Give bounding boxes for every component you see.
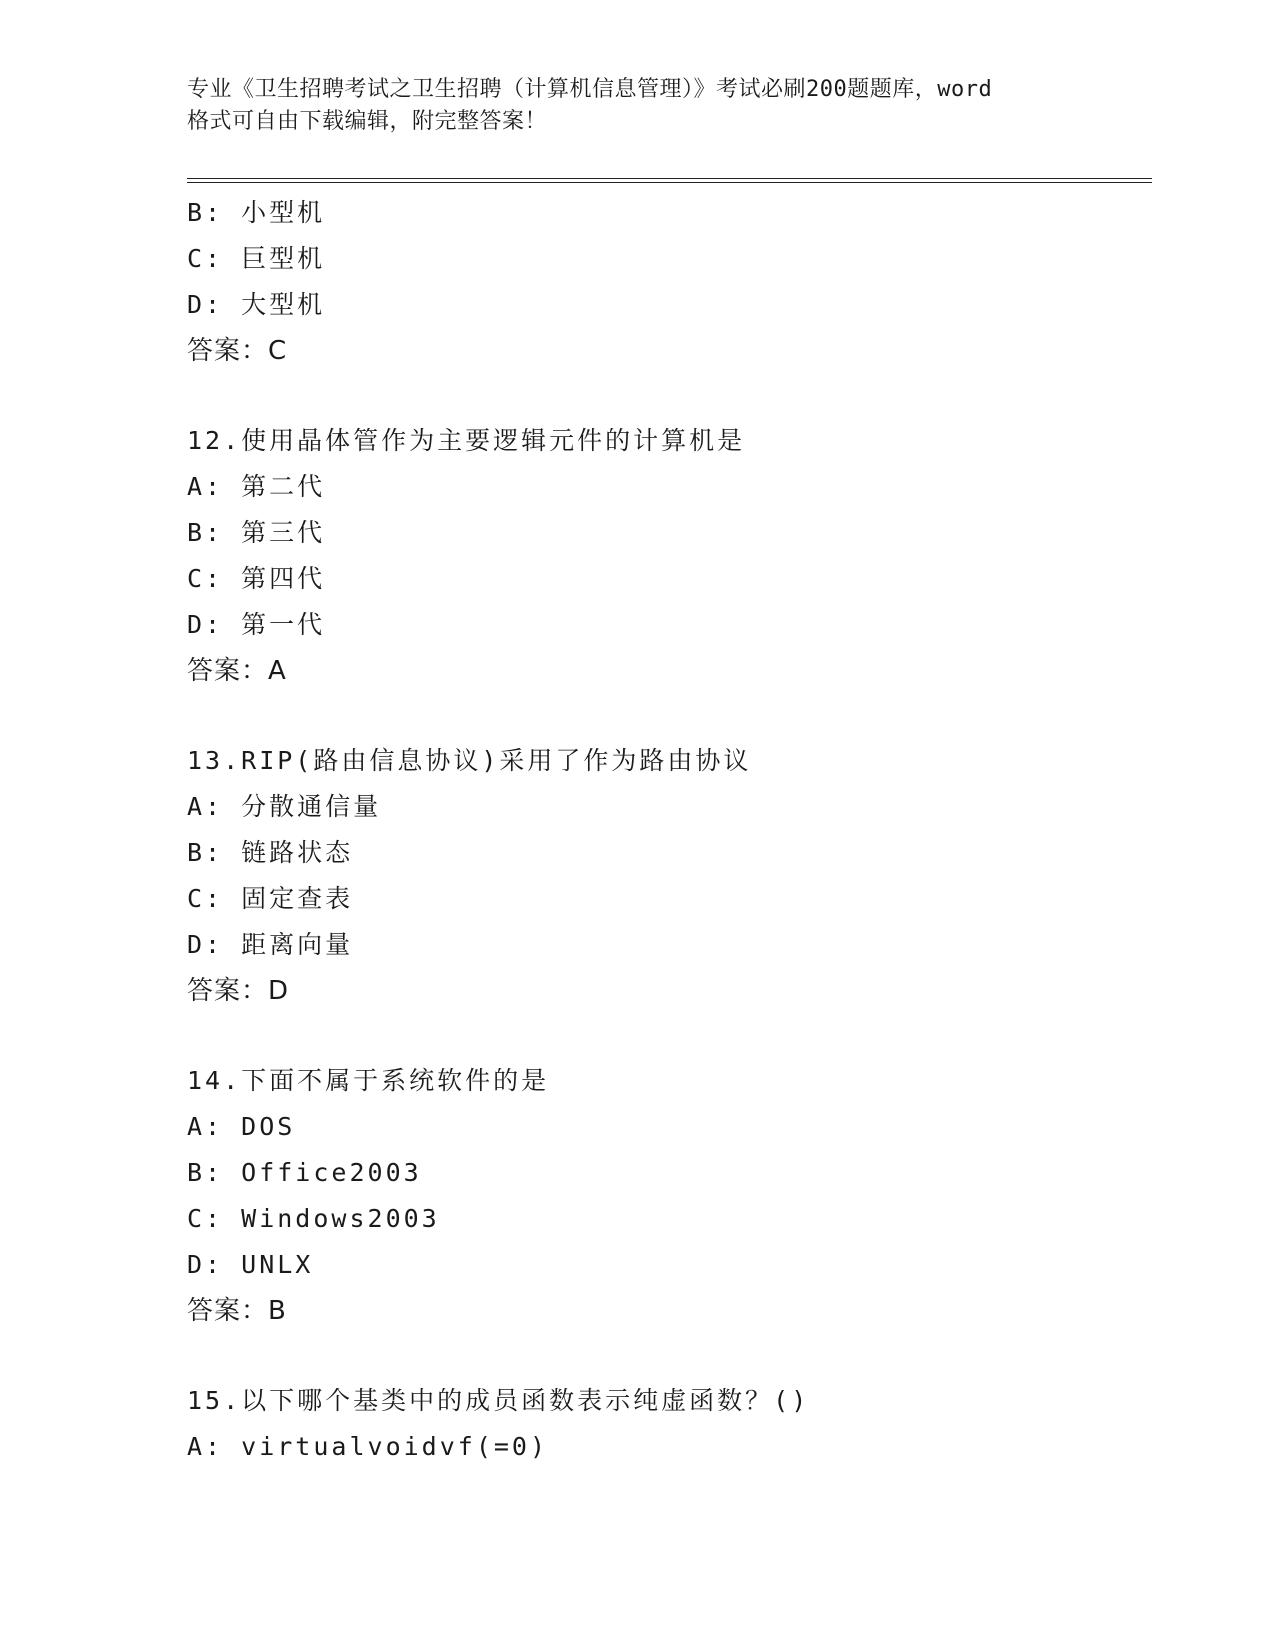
option-c: C: 巨型机 bbox=[187, 244, 326, 273]
question-11-tail bbox=[187, 190, 1147, 374]
answer: 答案：D bbox=[187, 976, 290, 1006]
option-b: B: 小型机 bbox=[187, 198, 326, 227]
option-a: A: virtualvoidvf(=0) bbox=[187, 1432, 549, 1461]
question-12 bbox=[187, 418, 1147, 694]
question-text: 15.以下哪个基类中的成员函数表示纯虚函数？() bbox=[187, 1386, 810, 1415]
option-b: B: 链路状态 bbox=[187, 838, 354, 867]
option-d: D: 大型机 bbox=[187, 290, 326, 319]
question-list bbox=[187, 190, 1147, 1470]
header-divider-bottom bbox=[187, 182, 1152, 183]
option-d: D: 第一代 bbox=[187, 610, 326, 639]
option-d: D: 距离向量 bbox=[187, 930, 354, 959]
question-text: 12.使用晶体管作为主要逻辑元件的计算机是 bbox=[187, 426, 746, 455]
option-d: D: UNLX bbox=[187, 1250, 314, 1279]
header-divider-top bbox=[187, 178, 1152, 179]
option-a: A: DOS bbox=[187, 1112, 296, 1141]
option-c: C: 第四代 bbox=[187, 564, 326, 593]
answer: 答案：C bbox=[187, 336, 288, 366]
answer: 答案：B bbox=[187, 1296, 287, 1326]
option-b: B: Office2003 bbox=[187, 1158, 422, 1187]
question-text: 13.RIP(路由信息协议)采用了作为路由协议 bbox=[187, 746, 752, 775]
option-b: B: 第三代 bbox=[187, 518, 326, 547]
option-c: C: Windows2003 bbox=[187, 1204, 440, 1233]
header-line-1: 专业《卫生招聘考试之卫生招聘（计算机信息管理）》考试必刷200题题库，word bbox=[187, 77, 993, 102]
question-13 bbox=[187, 738, 1147, 1014]
option-c: C: 固定查表 bbox=[187, 884, 354, 913]
option-a: A: 第二代 bbox=[187, 472, 326, 501]
question-14 bbox=[187, 1058, 1147, 1334]
answer: 答案：A bbox=[187, 656, 287, 686]
question-text: 14.下面不属于系统软件的是 bbox=[187, 1066, 550, 1095]
header-line-2: 格式可自由下载编辑，附完整答案！ bbox=[187, 109, 548, 134]
option-a: A: 分散通信量 bbox=[187, 792, 382, 821]
question-15 bbox=[187, 1378, 1147, 1470]
document-header bbox=[187, 74, 1087, 138]
